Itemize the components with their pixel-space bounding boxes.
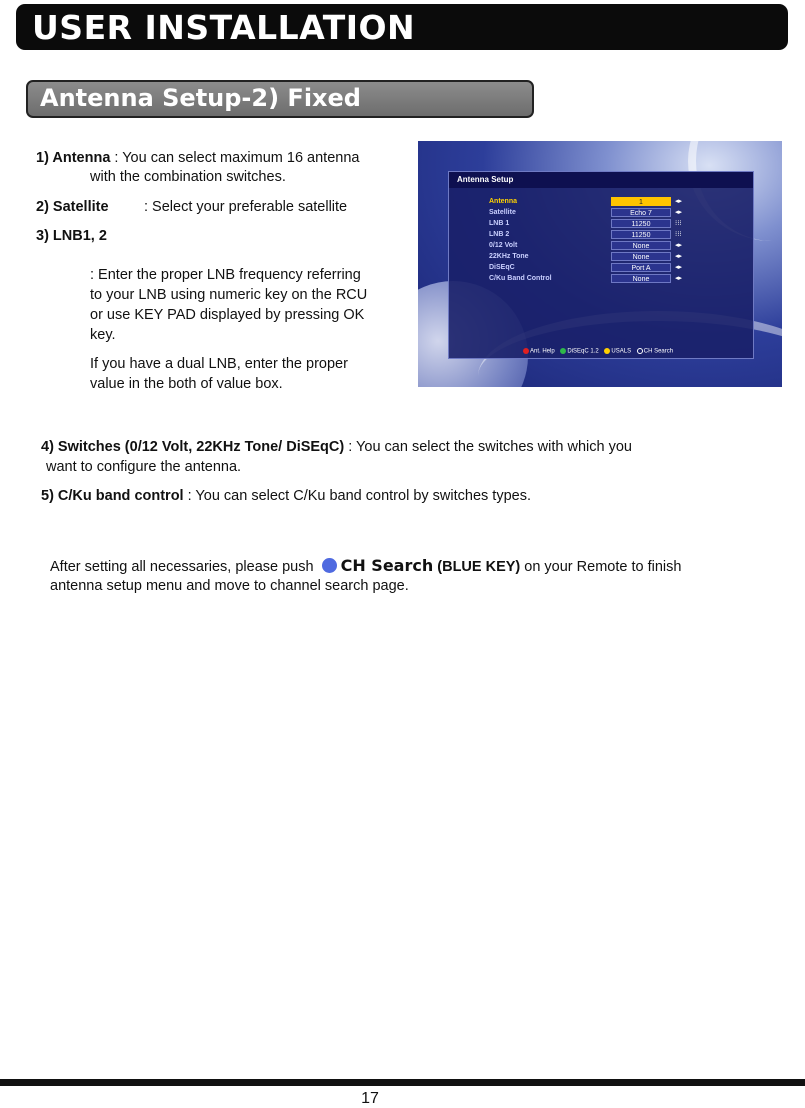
header-title: USER INSTALLATION	[32, 8, 416, 47]
page-number: 17	[361, 1090, 379, 1107]
panel-title: Antenna Setup	[449, 172, 753, 188]
setup-row-lnb1: LNB 1 11250 ⁝⁝⁝	[489, 220, 682, 228]
blue-key-hint: (BLUE KEY)	[433, 559, 521, 575]
arrow-icon: ◂▸	[675, 253, 683, 260]
item-lnb-text-3: or use KEY PAD displayed by pressing OK	[90, 307, 365, 323]
arrow-icon: ◂▸	[675, 264, 683, 271]
item-dual-text-2: value in the both of value box.	[90, 376, 283, 392]
blue-key-icon	[322, 558, 337, 573]
item-band-text: : You can select C/Ku band control by switches types.	[183, 488, 531, 504]
keypad-icon: ⁝⁝⁝	[675, 231, 682, 238]
blue-key-icon	[637, 348, 643, 354]
item-switches-label: 4) Switches (0/12 Volt, 22KHz Tone/ DiSEqC)	[41, 439, 345, 455]
item-lnb-text-1: : Enter the proper LNB frequency referring	[90, 267, 361, 283]
header-bar	[16, 4, 788, 50]
arrow-icon: ◂▸	[675, 275, 683, 282]
panel-footer: Ant. Help DiSEqC 1.2 USALS CH Search	[519, 348, 673, 355]
antenna-setup-panel	[448, 171, 754, 359]
item-band	[41, 486, 531, 506]
arrow-icon: ◂▸	[675, 209, 683, 216]
item-switches	[41, 437, 632, 457]
setup-row-volt: 0/12 Volt None ◂▸	[489, 242, 683, 250]
setup-row-antenna: Antenna 1 ◂▸	[489, 198, 683, 206]
item-satellite-text: : Select your preferable satellite	[144, 199, 348, 215]
ch-search-key: CH Search	[340, 556, 434, 575]
keypad-icon: ⁝⁝⁝	[675, 220, 682, 227]
item-lnb-text-2: to your LNB using numeric key on the RCU	[90, 287, 368, 303]
arrow-icon: ◂▸	[675, 198, 683, 205]
item-antenna	[36, 148, 359, 168]
item-switches-text: : You can select the switches with which you	[344, 439, 632, 455]
setup-row-lnb2: LNB 2 11250 ⁝⁝⁝	[489, 231, 682, 239]
section-title: Antenna Setup-2) Fixed	[40, 84, 361, 112]
item-dual-text-1: If you have a dual LNB, enter the proper	[90, 356, 348, 372]
antenna-setup-screenshot	[418, 141, 782, 387]
item-band-label: 5) C/Ku band control	[41, 488, 184, 504]
setup-row-satellite: Satellite Echo 7 ◂▸	[489, 209, 683, 217]
arrow-icon: ◂▸	[675, 242, 683, 249]
red-key-icon	[523, 348, 529, 354]
yellow-key-icon	[604, 348, 610, 354]
item-switches-text-2: want to configure the antenna.	[46, 459, 242, 475]
footer-divider	[0, 1079, 805, 1086]
section-bar	[26, 80, 534, 118]
green-key-icon	[560, 348, 566, 354]
item-lnb-text-4: key.	[90, 327, 116, 343]
item-satellite-label: 2) Satellite	[36, 199, 109, 215]
item-antenna-text-2: with the combination switches.	[90, 169, 286, 185]
finish-note-line2: antenna setup menu and move to channel search page.	[50, 578, 409, 594]
item-satellite	[36, 197, 109, 217]
item-lnb-label: 3) LNB1, 2	[36, 228, 107, 244]
finish-note: After setting all necessaries, please push CH Search (BLUE KEY) on your Remote to finish	[50, 556, 682, 575]
item-antenna-text: : You can select maximum 16 antenna	[110, 150, 360, 166]
setup-row-tone: 22KHz Tone None ◂▸	[489, 253, 683, 261]
setup-row-band: C/Ku Band Control None ◂▸	[489, 275, 683, 283]
item-antenna-label: 1) Antenna	[36, 150, 111, 166]
setup-row-diseqc: DiSEqC Port A ◂▸	[489, 264, 683, 272]
